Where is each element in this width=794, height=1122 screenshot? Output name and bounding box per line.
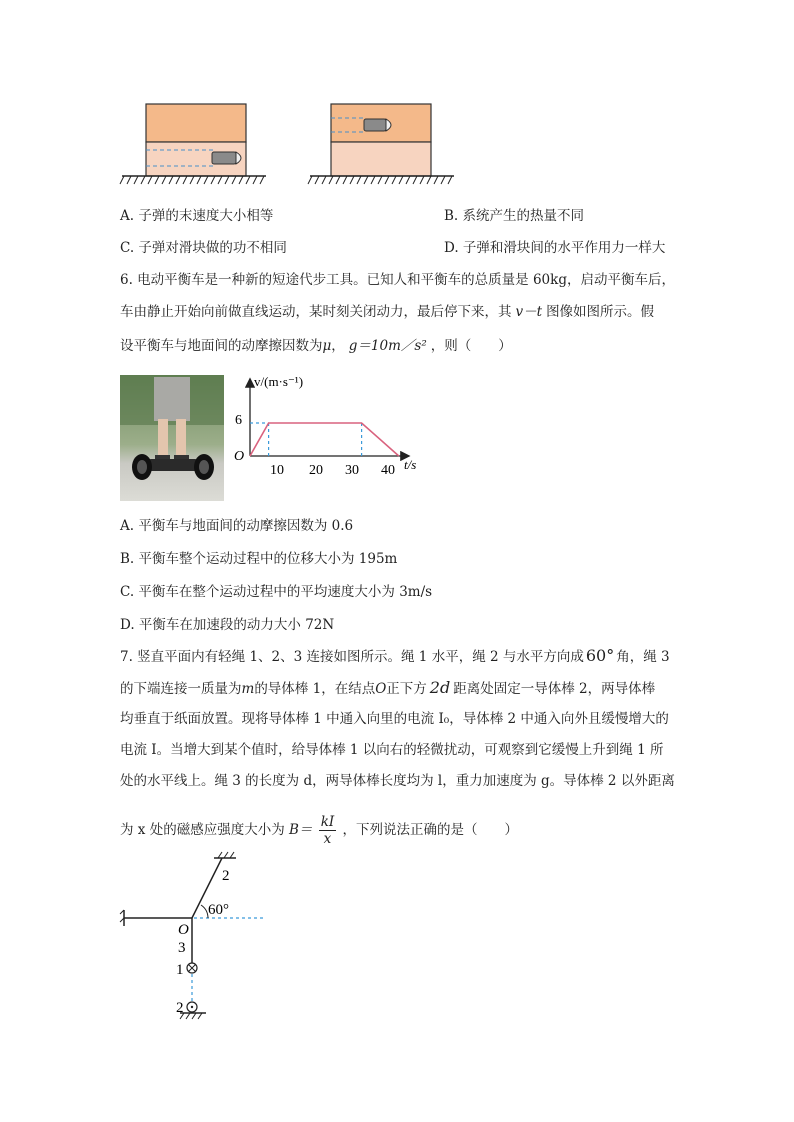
q7-fraction-num: kI	[320, 814, 335, 830]
angle-label: 60°	[208, 902, 229, 918]
q5-option-a[interactable]: A. 子弹的末速度大小相等	[120, 208, 274, 224]
q7-line-5: 处的水平线上。绳 3 的长度为 d，两导体棒长度均为 l，重力加速度为 g。导体棒 2 以外距离	[120, 773, 675, 789]
graph-xlabel: t/s	[404, 457, 417, 472]
q6-paren: ，则（ ）	[430, 338, 512, 354]
q7-B: B＝	[289, 822, 313, 838]
q5-option-c[interactable]: C. 子弹对滑块做的功不相同	[120, 240, 287, 256]
q6-comma: ，	[331, 338, 345, 354]
vt-series-line	[250, 423, 399, 456]
q6-line-1: 6. 电动平衡车是一种新的短途代步工具。已知人和平衡车的总质量是 60kg，启动平衡车后，	[120, 272, 675, 288]
q7-text-f: 距离处固定一导体棒 2，两导体棒	[453, 681, 656, 697]
vt-graph	[226, 372, 426, 502]
q6-option-b[interactable]: B. 平衡车整个运动过程中的位移大小为 195m	[120, 551, 398, 567]
q7-fraction-den: x	[323, 831, 332, 847]
q6-line-2	[120, 302, 654, 322]
q7-text-b: 角，绳 3	[616, 649, 670, 665]
conductor-2-label: 2	[176, 1000, 184, 1016]
bullet-left	[212, 152, 236, 164]
q7-text-a: 7. 竖直平面内有轻绳 1、2、3 连接如图所示。绳 1 水平，绳 2 与水平方向成	[120, 649, 584, 665]
q6-g: g＝10m／s²	[348, 338, 427, 354]
graph-xtick-20: 20	[309, 463, 323, 478]
graph-xtick-30: 30	[345, 463, 359, 478]
node-O-label: O	[178, 922, 189, 938]
q7-line-6	[120, 814, 518, 847]
q7-m: m	[241, 681, 255, 697]
q6-option-a[interactable]: A. 平衡车与地面间的动摩擦因数为 0.6	[120, 518, 354, 534]
q7-rope-figure	[110, 850, 310, 1030]
rope-2-label: 2	[222, 868, 230, 884]
q6-text-b: 图像如图所示。假	[546, 304, 655, 320]
q6-line-3	[120, 336, 512, 356]
q7-text-e: 正下方	[386, 681, 427, 697]
graph-origin: O	[234, 449, 245, 464]
graph-ytick-6: 6	[235, 413, 242, 428]
q5-option-b[interactable]: B. 系统产生的热量不同	[444, 208, 585, 224]
q6-mu: μ	[322, 338, 332, 354]
block-left-top	[146, 104, 246, 142]
q5-option-d[interactable]: D. 子弹和滑块间的水平作用力一样大	[444, 240, 666, 256]
q7-text-c: 的下端连接一质量为	[120, 681, 242, 697]
q6-vt: v－t	[515, 304, 543, 320]
q7-line-2	[120, 678, 655, 699]
graph-ylabel: v/(m·s⁻¹)	[254, 374, 304, 389]
graph-xtick-40: 40	[381, 463, 395, 478]
balance-scooter-photo	[120, 375, 224, 501]
q7-text-g: 为 x 处的磁感应强度大小为	[120, 822, 285, 838]
conductor-1-label: 1	[176, 962, 184, 978]
q7-text-d: 的导体棒 1，在结点	[254, 681, 376, 697]
q7-line-1	[120, 646, 670, 667]
q7-angle: 60°	[585, 646, 615, 665]
rope-3-label: 3	[178, 940, 186, 956]
q6-option-d[interactable]: D. 平衡车在加速段的动力大小 72N	[120, 617, 335, 633]
bullet-right	[364, 119, 386, 131]
q5-block-figure	[0, 0, 794, 200]
q7-fraction	[319, 814, 337, 847]
block-right-bottom	[331, 142, 431, 176]
q7-line-4: 电流 I。当增大到某个值时，给导体棒 1 以向右的轻微扰动，可观察到它缓慢上升到绳 1 所	[120, 742, 664, 758]
q6-text: 车由静止开始向前做直线运动，某时刻关闭动力，最后停下来，其	[120, 304, 512, 320]
q7-2d: 2d	[429, 678, 451, 697]
q6-option-c[interactable]: C. 平衡车在整个运动过程中的平均速度大小为 3m/s	[120, 584, 433, 600]
q6-text-c: 设平衡车与地面间的动摩擦因数为	[120, 338, 323, 354]
q7-O: O	[375, 681, 387, 697]
q7-text-h: ，下列说法正确的是（ ）	[342, 822, 519, 838]
graph-xtick-10: 10	[270, 463, 284, 478]
q7-line-3: 均垂直于纸面放置。现将导体棒 1 中通入向里的电流 I₀，导体棒 2 中通入向外且缓慢增大的	[120, 711, 669, 727]
